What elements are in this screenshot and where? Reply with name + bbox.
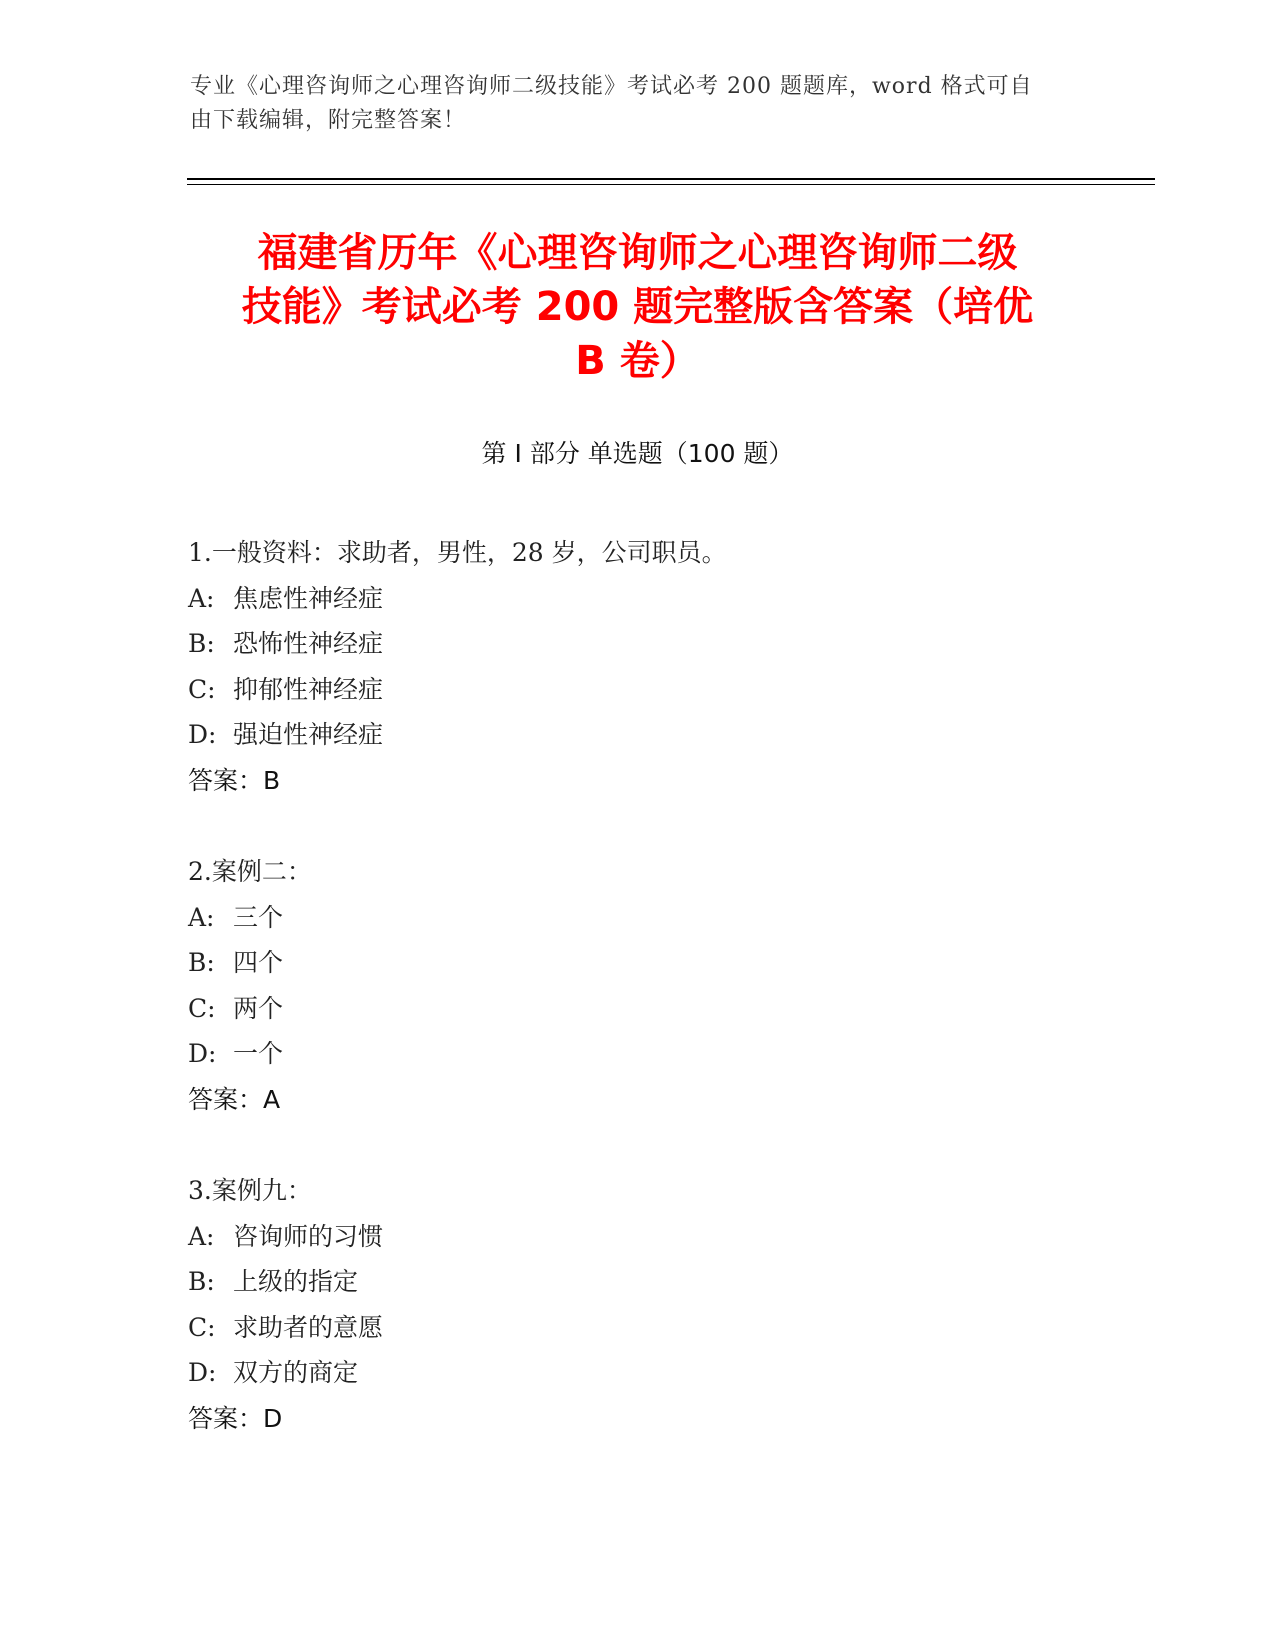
option-text: 求助者的意愿: [233, 1312, 384, 1342]
option-letter: A:: [188, 1221, 215, 1251]
option-text: 双方的商定: [233, 1358, 359, 1387]
option-letter: D:: [188, 1039, 217, 1068]
document-title-line-3: B 卷）: [575, 338, 700, 384]
option-letter: C:: [188, 993, 216, 1023]
option-letter: B:: [188, 1267, 215, 1296]
question-stem: 3.案例九：: [188, 1176, 312, 1205]
question-stem: 2.案例二：: [188, 857, 312, 886]
option-letter: A:: [188, 583, 215, 613]
option-letter: B:: [188, 629, 215, 658]
option-text: 两个: [233, 993, 284, 1023]
option-letter: C:: [188, 674, 216, 704]
document-title-line-2: 技能》考试必考 200 题完整版含答案（培优: [241, 284, 1034, 330]
option-letter: D:: [188, 720, 217, 749]
option-a: [188, 1214, 1088, 1260]
section-heading: 第 I 部分 单选题（100 题）: [481, 439, 794, 468]
document-title-line-1: 福建省历年《心理咨询师之心理咨询师二级: [257, 230, 1018, 276]
option-c: [188, 667, 1088, 713]
option-b: [188, 1259, 1088, 1305]
option-letter: A:: [188, 902, 215, 932]
document-title: [180, 226, 1095, 388]
header-note: [190, 70, 1070, 138]
option-text: 抑郁性神经症: [233, 674, 384, 704]
question-1: [188, 530, 1088, 803]
option-text: 四个: [233, 948, 284, 977]
option-text: 恐怖性神经症: [233, 629, 384, 658]
option-text: 强迫性神经症: [233, 720, 384, 749]
header-note-line-2: 由下载编辑，附完整答案！: [190, 108, 467, 133]
option-a: [188, 576, 1088, 622]
question-2: [188, 849, 1088, 1122]
option-letter: D:: [188, 1358, 217, 1387]
question-3: [188, 1168, 1088, 1441]
option-d: [188, 712, 1088, 758]
option-text: 三个: [233, 902, 284, 932]
option-text: 一个: [233, 1039, 284, 1068]
header-rule-thick: [187, 178, 1155, 180]
option-text: 上级的指定: [233, 1267, 359, 1296]
header-rule-thin: [187, 184, 1155, 185]
option-d: [188, 1031, 1088, 1077]
answer-line: 答案：A: [188, 1084, 281, 1114]
option-c: [188, 1305, 1088, 1351]
option-d: [188, 1350, 1088, 1396]
option-text: 咨询师的习惯: [233, 1221, 384, 1251]
option-b: [188, 940, 1088, 986]
option-letter: C:: [188, 1312, 216, 1342]
answer-line: 答案：D: [188, 1403, 283, 1433]
option-a: [188, 895, 1088, 941]
option-letter: B:: [188, 948, 215, 977]
answer-line: 答案：B: [188, 765, 281, 795]
header-note-line-1: 专业《心理咨询师之心理咨询师二级技能》考试必考 200 题题库，word 格式可自: [190, 74, 1033, 99]
option-c: [188, 986, 1088, 1032]
question-stem: 1.一般资料：求助者，男性，28 岁，公司职员。: [188, 538, 727, 567]
option-b: [188, 621, 1088, 667]
option-text: 焦虑性神经症: [233, 583, 384, 613]
